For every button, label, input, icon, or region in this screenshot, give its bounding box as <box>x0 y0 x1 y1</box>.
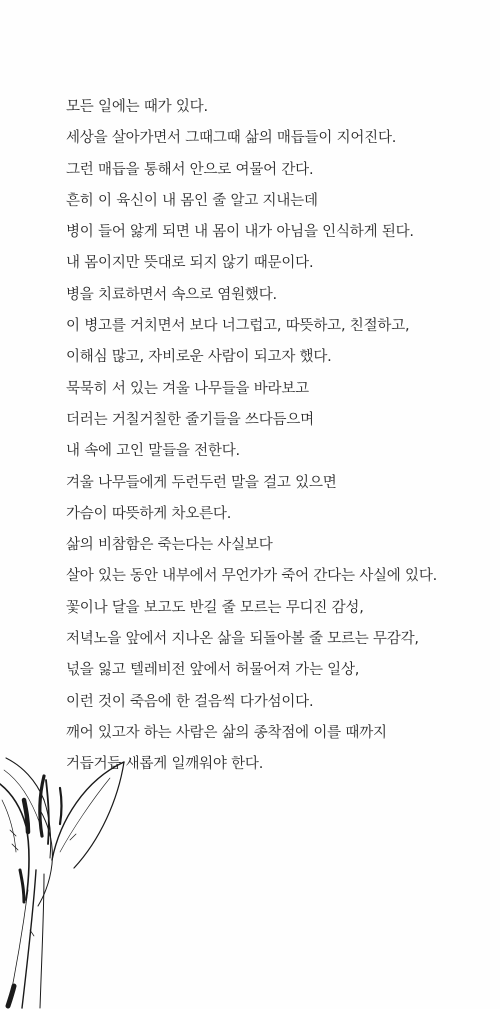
poem-line: 겨울 나무들에게 두런두런 말을 걸고 있으면 <box>66 474 337 491</box>
poem-line: 이런 것이 죽음에 한 걸음씩 다가섬이다. <box>66 693 314 710</box>
poem-line: 흔히 이 육신이 내 몸인 줄 알고 지내는데 <box>66 192 318 209</box>
poem-line: 병이 들어 앓게 되면 내 몸이 내가 아님을 인식하게 된다. <box>66 224 414 241</box>
poem-line: 더러는 거칠거칠한 줄기들을 쓰다듬으며 <box>66 411 314 428</box>
poem-line: 묵묵히 서 있는 겨울 나무들을 바라보고 <box>66 380 309 397</box>
poem-line: 세상을 살아가면서 그때그때 삶의 매듭들이 지어진다. <box>66 130 397 147</box>
poem-line: 모든 일에는 때가 있다. <box>66 99 208 115</box>
poem-line: 삶의 비참함은 죽는다는 사실보다 <box>66 537 273 554</box>
poem-line: 이 병고를 거치면서 보다 너그럽고, 따뜻하고, 친절하고, <box>66 318 410 335</box>
poem-line: 넋을 잃고 텔레비전 앞에서 허물어져 가는 일상, <box>66 662 360 679</box>
poem-line: 살아 있는 동안 내부에서 무언가가 죽어 간다는 사실에 있다. <box>66 568 438 585</box>
poem-line: 거듭거듭 새롭게 일깨워야 한다. <box>66 756 264 773</box>
poem-text <box>66 92 486 781</box>
poem-line: 깨어 있고자 하는 사람은 삶의 종착점에 이를 때까지 <box>66 724 387 741</box>
poem-line: 이해심 많고, 자비로운 사람이 되고자 했다. <box>66 349 332 366</box>
poem-line: 내 몸이지만 뜻대로 되지 않기 때문이다. <box>66 255 314 272</box>
poem-line: 그런 매듭을 통해서 안으로 여물어 간다. <box>66 161 314 178</box>
poem-line: 저녁노을 앞에서 지나온 삶을 되돌아볼 줄 모르는 무감각, <box>66 631 419 648</box>
ink-flower-drawing-icon <box>0 740 130 1009</box>
poem-line: 꽃이나 달을 보고도 반길 줄 모르는 무디진 감성, <box>66 599 364 616</box>
poem-line: 병을 치료하면서 속으로 염원했다. <box>66 286 277 303</box>
poem-line: 가슴이 따뜻하게 차오른다. <box>66 505 232 522</box>
poem-line: 내 속에 고인 말들을 전한다. <box>66 443 240 460</box>
